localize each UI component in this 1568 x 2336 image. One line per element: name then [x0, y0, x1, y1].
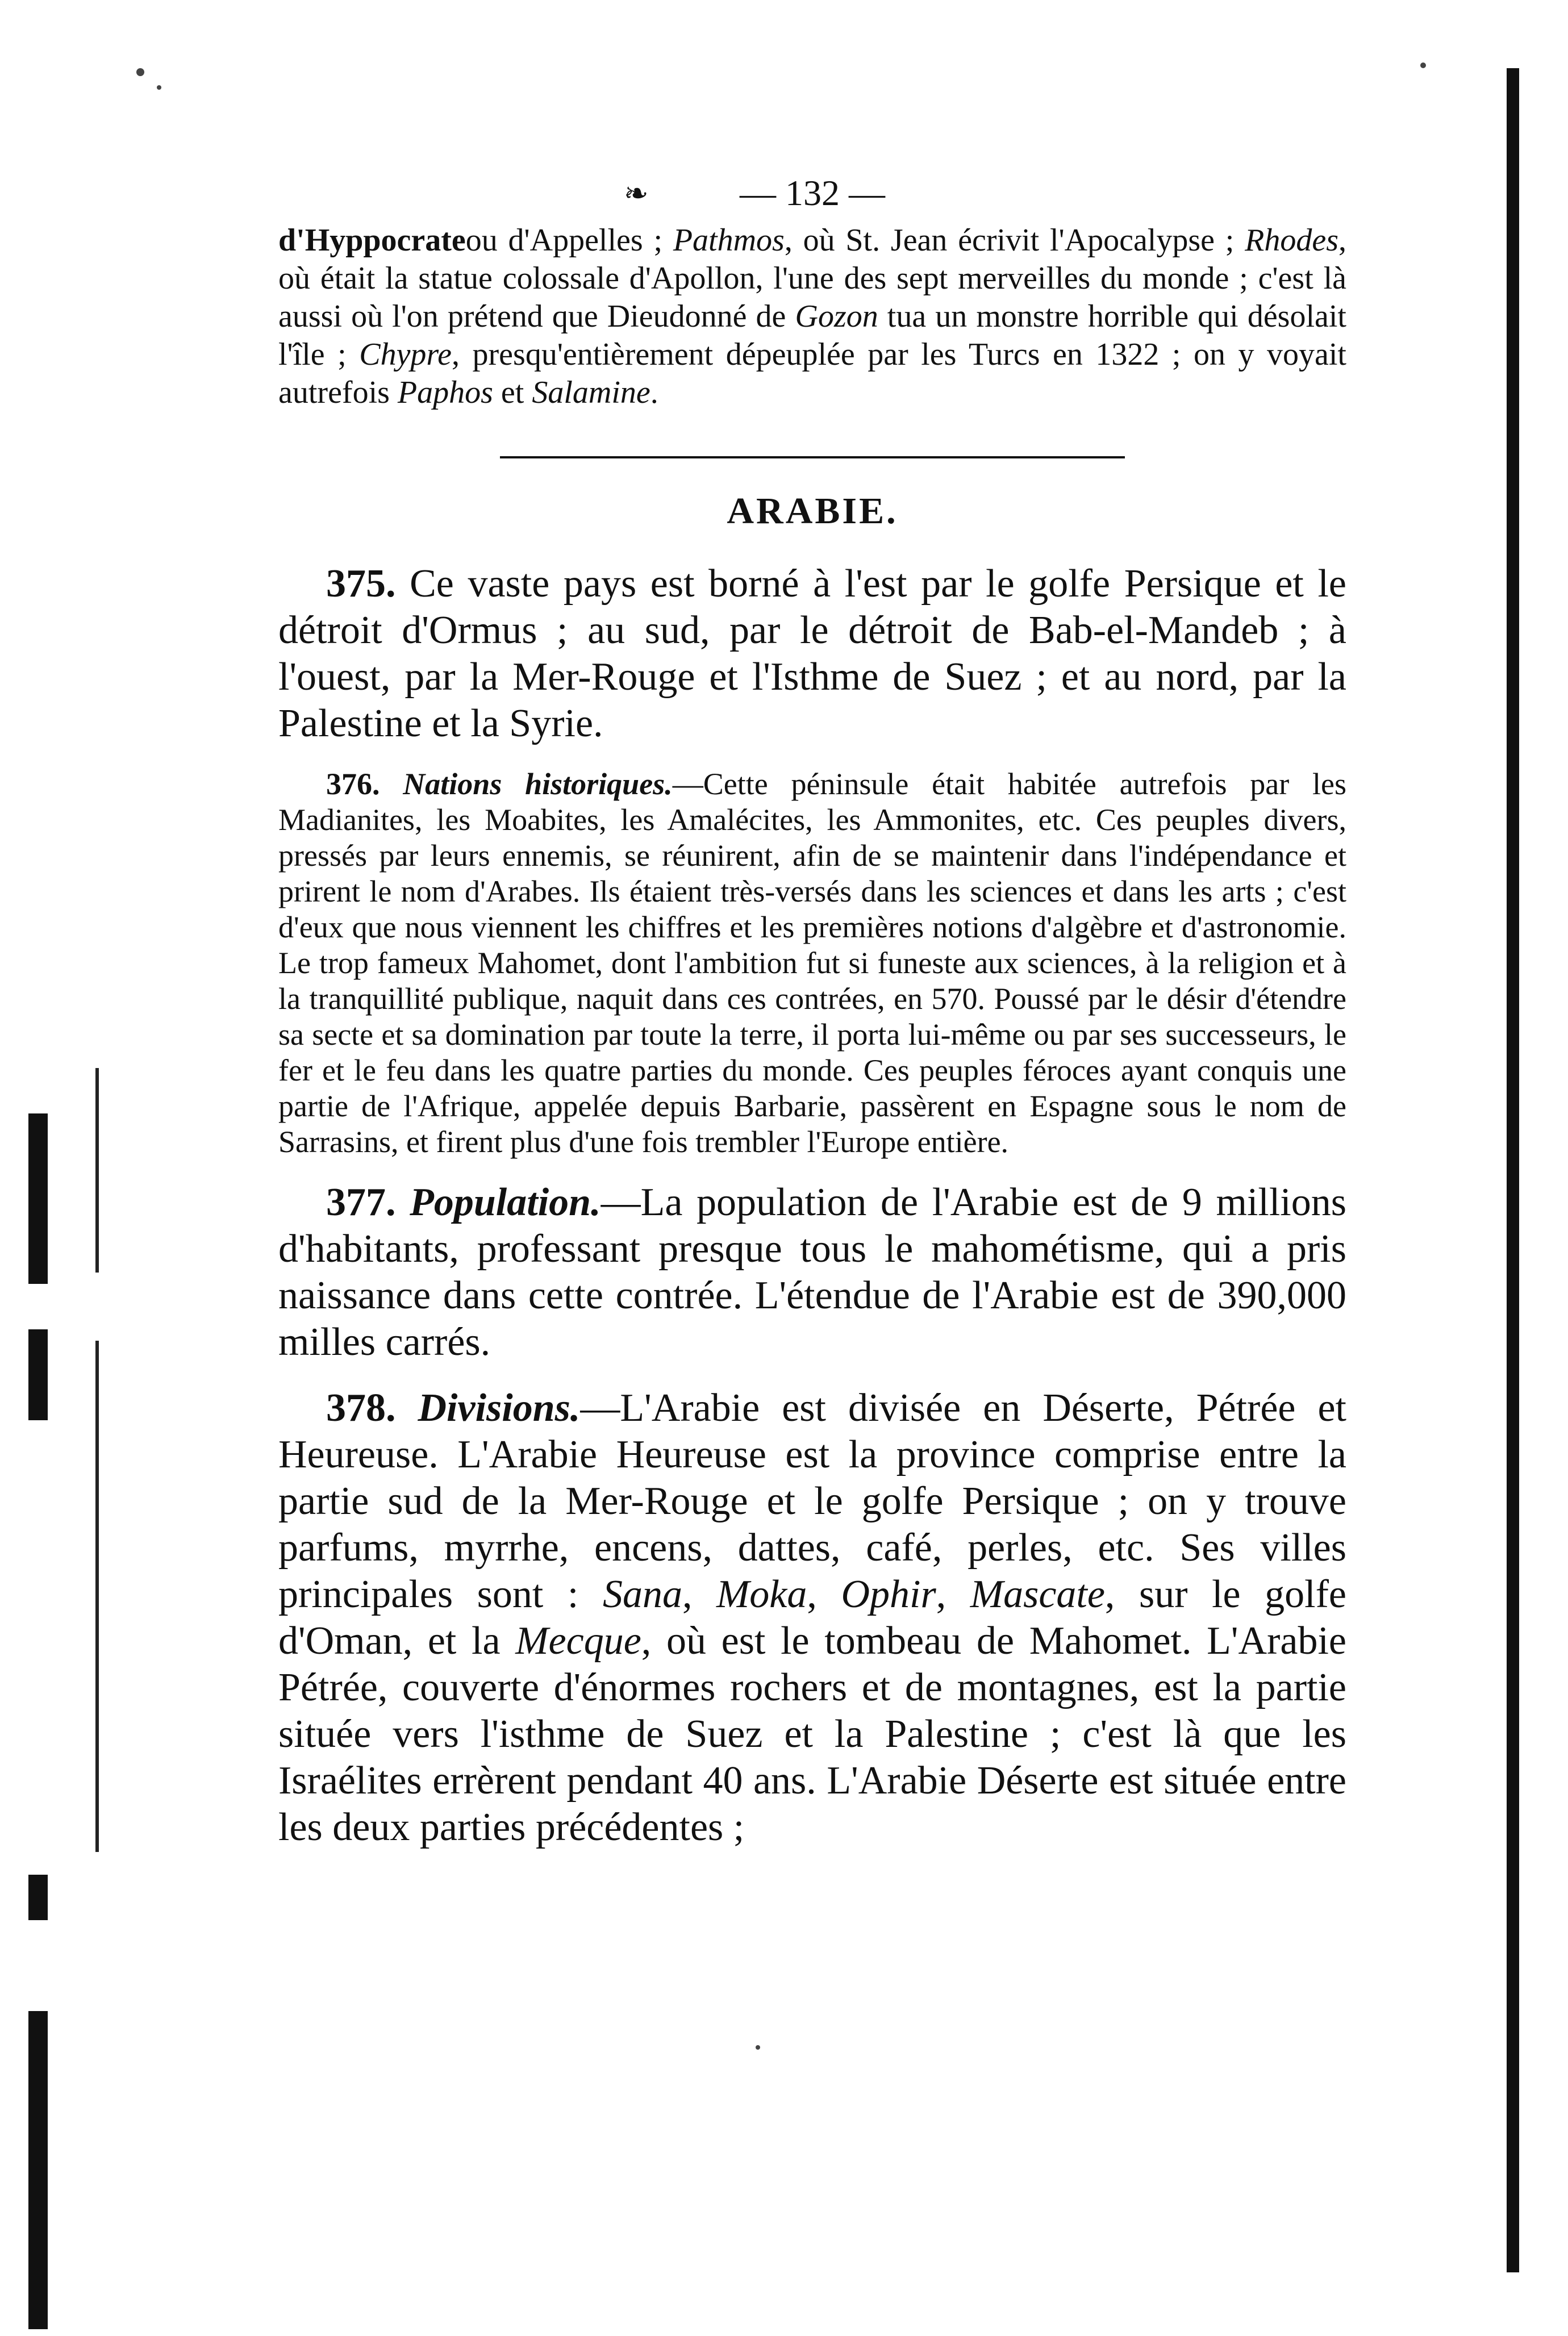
text-segment: , [807, 1572, 841, 1616]
text-segment: Paphos [397, 375, 493, 410]
text-segment: , sur le golfe d'Oman, et la [278, 1572, 1346, 1663]
scan-edge-right [1507, 68, 1519, 2272]
text-segment: Mascate [970, 1572, 1105, 1616]
paragraph-378 [278, 1385, 1346, 1851]
text-segment: —L'Arabie est divisée en Déserte, Pétrée et Heureuse. L'Arabie Heureuse est la province comprise entre la partie sud de la Mer-Rouge et le golfe Persique ; on y trouve parfums, myrrhe, encens, dattes, café, perles, etc. Ses villes principales sont : [278, 1386, 1346, 1616]
text-segment: Rhodes [1245, 223, 1339, 258]
paragraph-heading: Nations historiques. [380, 767, 673, 801]
scan-speck [157, 85, 161, 90]
paragraph-body: Ce vaste pays est borné à l'est par le golfe Persique et le détroit d'Ormus ; au sud, par le détroit de Bab-el-Mandeb ; à l'ouest, par la Mer-Rouge et l'Isthme de Suez ; et au nord, par la Palestine et la Syrie. [278, 562, 1346, 745]
scan-speck [756, 2045, 760, 2050]
text-segment: Ophir [841, 1572, 936, 1616]
paragraph-376 [278, 766, 1346, 1160]
paragraph-body: —Cette péninsule était habitée autrefois par les Madianites, les Moabites, les Amalécites, les Ammonites, etc. Ces peuples divers, pressés par leurs ennemis, se réunirent, afin de se maintenir dans l'indépendance et prirent le nom d'Arabes. Ils étaient très-versés dans les sciences et dans les arts ; c'est d'eux que nous viennent les chiffres et les premières notions d'algèbre et d'astronomie. Le trop fameux Mahomet, dont l'ambition fut si funeste aux sciences, à la religion et à la tranquillité publique, naquit dans ces contrées, en 570. Poussé par le désir d'étendre sa secte et sa domination par toute la terre, il porta lui-même ou par ses successeurs, le fer et le feu dans les quatre parties du monde. Ces peuples féroces ayant conquis une partie de l'Afrique, appelée depuis Barbarie, passèrent en Espagne sous le nom de Sarrasins, et firent plus d'une fois trembler l'Europe entière. [278, 767, 1347, 1159]
section-title: ARABIE. [727, 490, 898, 532]
text-segment: , où est le tombeau de Mahomet. L'Arabie Pétrée, couverte d'énormes rochers et de montagnes, est la partie située vers l'isthme de Suez et la Palestine ; c'est là que les Israélites errèrent pendant 40 ans. L'Arabie Déserte est située entre les deux parties précédentes ; [278, 1619, 1346, 1849]
scan-edge-left-line [95, 1341, 99, 1852]
paragraph-number: 377. [326, 1180, 396, 1224]
paragraph-heading: Population. [395, 1180, 601, 1224]
text-segment: , [682, 1572, 716, 1616]
paragraph-377 [278, 1179, 1346, 1366]
text-segment: Chypre [359, 337, 452, 372]
scan-edge-left-line [95, 1068, 99, 1273]
text-segment: ou d'Appelles ; [465, 223, 673, 258]
page-number: — 132 — [740, 173, 885, 213]
text-segment: et [493, 375, 532, 410]
text-segment: Moka [716, 1572, 807, 1616]
text-segment: . [650, 375, 658, 410]
paragraph-heading: Divisions. [395, 1386, 581, 1430]
paragraph-body: —La population de l'Arabie est de 9 millions d'habitants, professant presque tous le mahométisme, qui a pris naissance dans cette contrée. L'étendue de l'Arabie est de 390,000 milles carrés. [278, 1180, 1346, 1364]
paragraph-number: 376. [326, 767, 380, 801]
text-segment: d'Hyppocrate [278, 223, 466, 258]
text-segment: Salamine [532, 375, 650, 410]
section-divider [500, 456, 1125, 458]
scan-edge-left-mark [28, 1875, 48, 1920]
paragraph-number: 375. [326, 562, 396, 606]
scan-edge-left-mark [28, 1329, 48, 1420]
scan-edge-left-mark [28, 2011, 48, 2329]
text-segment: tua un monstre horrible qui désolait l'île ; [278, 299, 1346, 372]
text-segment: Mecque [515, 1619, 641, 1663]
text-segment: , presqu'entièrement dépeuplée par les Turcs en 1322 ; on y voyait autrefois [278, 337, 1346, 410]
scan-speck [136, 68, 144, 76]
page-header [278, 165, 1346, 222]
text-segment: , où St. Jean écrivit l'Apocalypse ; [784, 223, 1245, 258]
ornament-icon: ❧ [624, 178, 649, 210]
scan-edge-left-mark [28, 1113, 48, 1284]
text-segment: , [936, 1572, 970, 1616]
text-segment: Sana [602, 1572, 682, 1616]
paragraph-number: 378. [326, 1386, 396, 1430]
text-segment: Pathmos [673, 223, 785, 258]
paragraph-375 [278, 561, 1346, 747]
book-page [278, 165, 1346, 1851]
continuation-paragraph [278, 222, 1346, 412]
text-segment: , où était la statue colossale d'Apollon, l'une des sept merveilles du monde ; c'est là aussi où l'on prétend que Dieudonné de [278, 223, 1347, 334]
text-segment: Gozon [795, 299, 878, 334]
paragraph-body [278, 1386, 1346, 1849]
scan-speck [1420, 62, 1426, 68]
